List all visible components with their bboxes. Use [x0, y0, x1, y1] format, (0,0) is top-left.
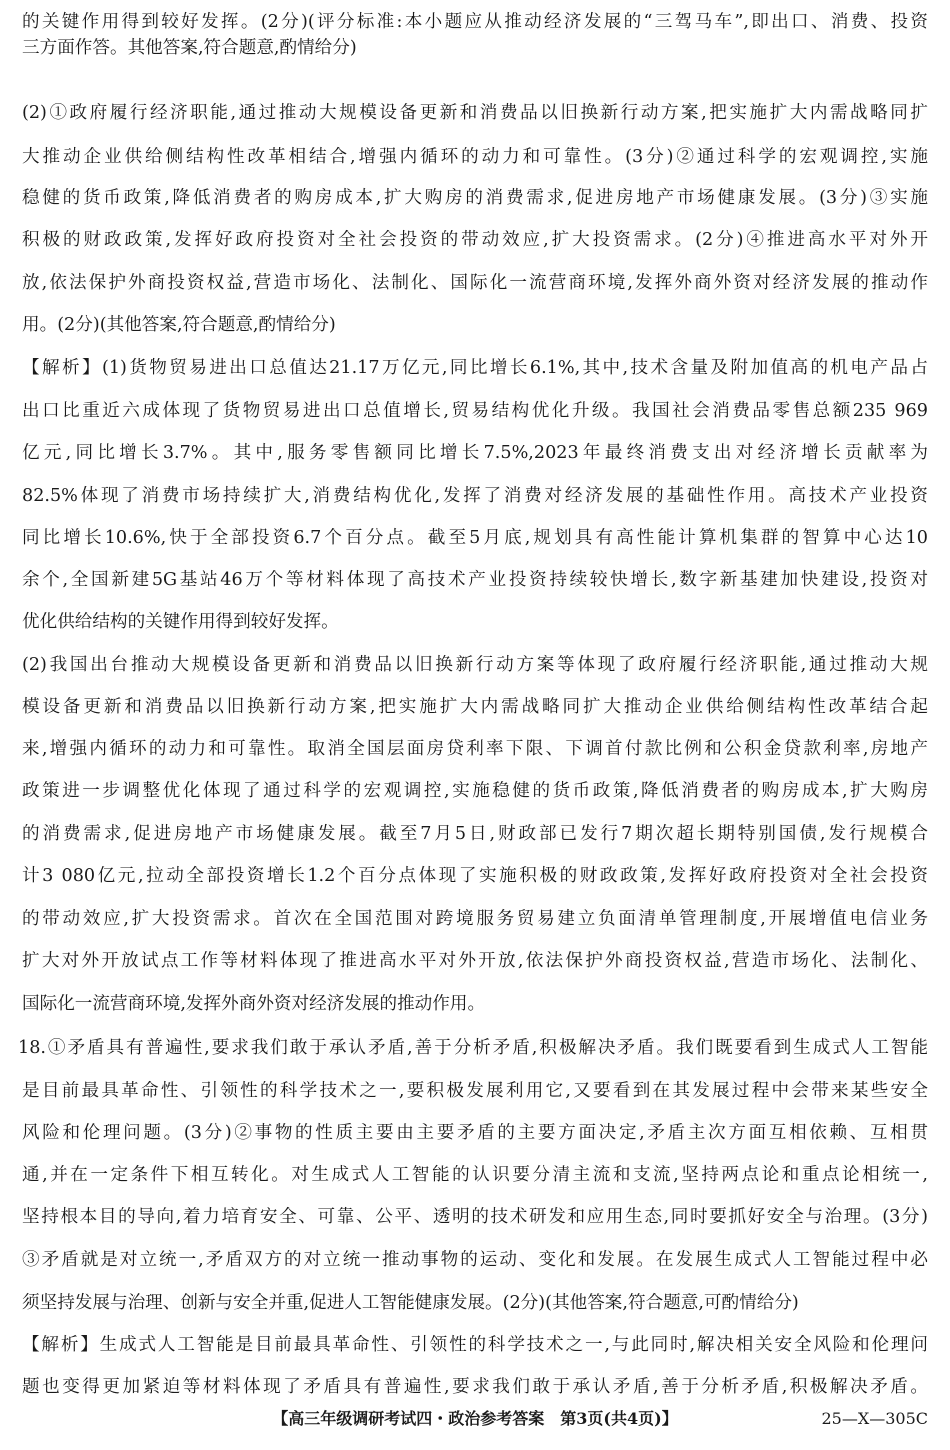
text-line: 模设备更新和消费品以旧换新行动方案,把实施扩大内需战略同扩大推动企业供给侧结构性改革结合起 [22, 697, 928, 717]
text-line: (2)①政府履行经济职能,通过推动大规模设备更新和消费品以旧换新行动方案,把实施扩大内需战略同扩 [22, 103, 928, 123]
text-line: 用。(2分)(其他答案,符合题意,酌情给分) [22, 315, 336, 335]
text-line: 82.5%体现了消费市场持续扩大,消费结构优化,发挥了消费对经济发展的基础性作用。高技术产业投资 [22, 486, 928, 506]
text-line: 坚持根本目的导向,着力培育安全、可靠、公平、透明的技术研发和应用生态,同时要抓好安全与治理。(3分) [22, 1207, 928, 1227]
page-footer [0, 1406, 950, 1432]
text-line: 稳健的货币政策,降低消费者的购房成本,扩大购房的消费需求,促进房地产市场健康发展。(3分)③实施 [22, 188, 928, 208]
text-line: 优化供给结构的关键作用得到较好发挥。 [22, 612, 339, 632]
text-line: 三方面作答。其他答案,符合题意,酌情给分) [22, 38, 357, 58]
text-line: (2)我国出台推动大规模设备更新和消费品以旧换新行动方案等体现了政府履行经济职能,通过推动大规 [22, 655, 928, 675]
text-line: 计3 080亿元,拉动全部投资增长1.2个百分点体现了实施积极的财政政策,发挥好政府投资对全社会投资 [22, 866, 928, 886]
question-18-line: 18.①矛盾具有普遍性,要求我们敢于承认矛盾,善于分析矛盾,积极解决矛盾。我们既要看到生成式人工智能 [18, 1038, 928, 1058]
text-line: 同比增长10.6%,快于全部投资6.7个百分点。截至5月底,规划具有高性能计算机集群的智算中心达10 [22, 528, 928, 548]
text-line: 的消费需求,促进房地产市场健康发展。截至7月5日,财政部已发行7期次超长期特别国债,发行规模合 [22, 824, 928, 844]
text-line: 题也变得更加紧迫等材料体现了矛盾具有普遍性,要求我们敢于承认矛盾,善于分析矛盾,积极解决矛盾。 [22, 1377, 928, 1397]
text-line: 须坚持发展与治理、创新与安全并重,促进人工智能健康发展。(2分)(其他答案,符合题意,可酌情给分) [22, 1293, 799, 1313]
text-line: 出口比重近六成体现了货物贸易进出口总值增长,贸易结构优化升级。我国社会消费品零售总额235 969 [22, 401, 928, 421]
text-line: 是目前最具革命性、引领性的科学技术之一,要积极发展利用它,又要看到在其发展过程中会带来某些安全 [22, 1081, 928, 1101]
footer-title: 【高三年级调研考试四・政治参考答案 第3页(共4页)】 [272, 1409, 678, 1428]
text-line: 通,并在一定条件下相互转化。对生成式人工智能的认识要分清主流和支流,坚持两点论和重点论相统一, [22, 1165, 928, 1185]
text-line: 风险和伦理问题。(3分)②事物的性质主要由主要矛盾的主要方面决定,矛盾主次方面互相依赖、互相贯 [22, 1123, 928, 1143]
text-line: 放,依法保护外商投资权益,营造市场化、法制化、国际化一流营商环境,发挥外商外资对经济发展的推动作 [22, 273, 928, 293]
text-line: 的带动效应,扩大投资需求。首次在全国范围对跨境服务贸易建立负面清单管理制度,开展增值电信业务 [22, 909, 928, 929]
text-line: 国际化一流营商环境,发挥外商外资对经济发展的推动作用。 [22, 994, 486, 1014]
text-line: ③矛盾就是对立统一,矛盾双方的对立统一推动事物的运动、变化和发展。在发展生成式人工智能过程中必 [22, 1250, 928, 1270]
analysis-line: 【解析】生成式人工智能是目前最具革命性、引领性的科学技术之一,与此同时,解决相关安全风险和伦理问 [22, 1335, 928, 1355]
text-line: 的关键作用得到较好发挥。(2分)(评分标准:本小题应从推动经济发展的“三驾马车”,即出口、消费、投资 [22, 12, 928, 32]
analysis-line: 【解析】(1)货物贸易进出口总值达21.17万亿元,同比增长6.1%,其中,技术含量及附加值高的机电产品占 [22, 358, 928, 378]
text-line: 积极的财政政策,发挥好政府投资对全社会投资的带动效应,扩大投资需求。(2分)④推进高水平对外开 [22, 230, 928, 250]
text-line: 政策进一步调整优化体现了通过科学的宏观调控,实施稳健的货币政策,降低消费者的购房成本,扩大购房 [22, 781, 928, 801]
text-line: 大推动企业供给侧结构性改革相结合,增强内循环的动力和可靠性。(3分)②通过科学的宏观调控,实施 [22, 147, 928, 167]
text-line: 扩大对外开放试点工作等材料体现了推进高水平对外开放,依法保护外商投资权益,营造市场化、法制化、 [22, 951, 928, 971]
text-line: 余个,全国新建5G基站46万个等材料体现了高技术产业投资持续较快增长,数字新基建加快建设,投资对 [22, 570, 928, 590]
footer-code: 25—X—305C [821, 1409, 928, 1428]
text-line: 来,增强内循环的动力和可靠性。取消全国层面房贷利率下限、下调首付款比例和公积金贷款利率,房地产 [22, 739, 928, 759]
text-line: 亿元,同比增长3.7%。其中,服务零售额同比增长7.5%,2023年最终消费支出对经济增长贡献率为 [22, 443, 928, 463]
